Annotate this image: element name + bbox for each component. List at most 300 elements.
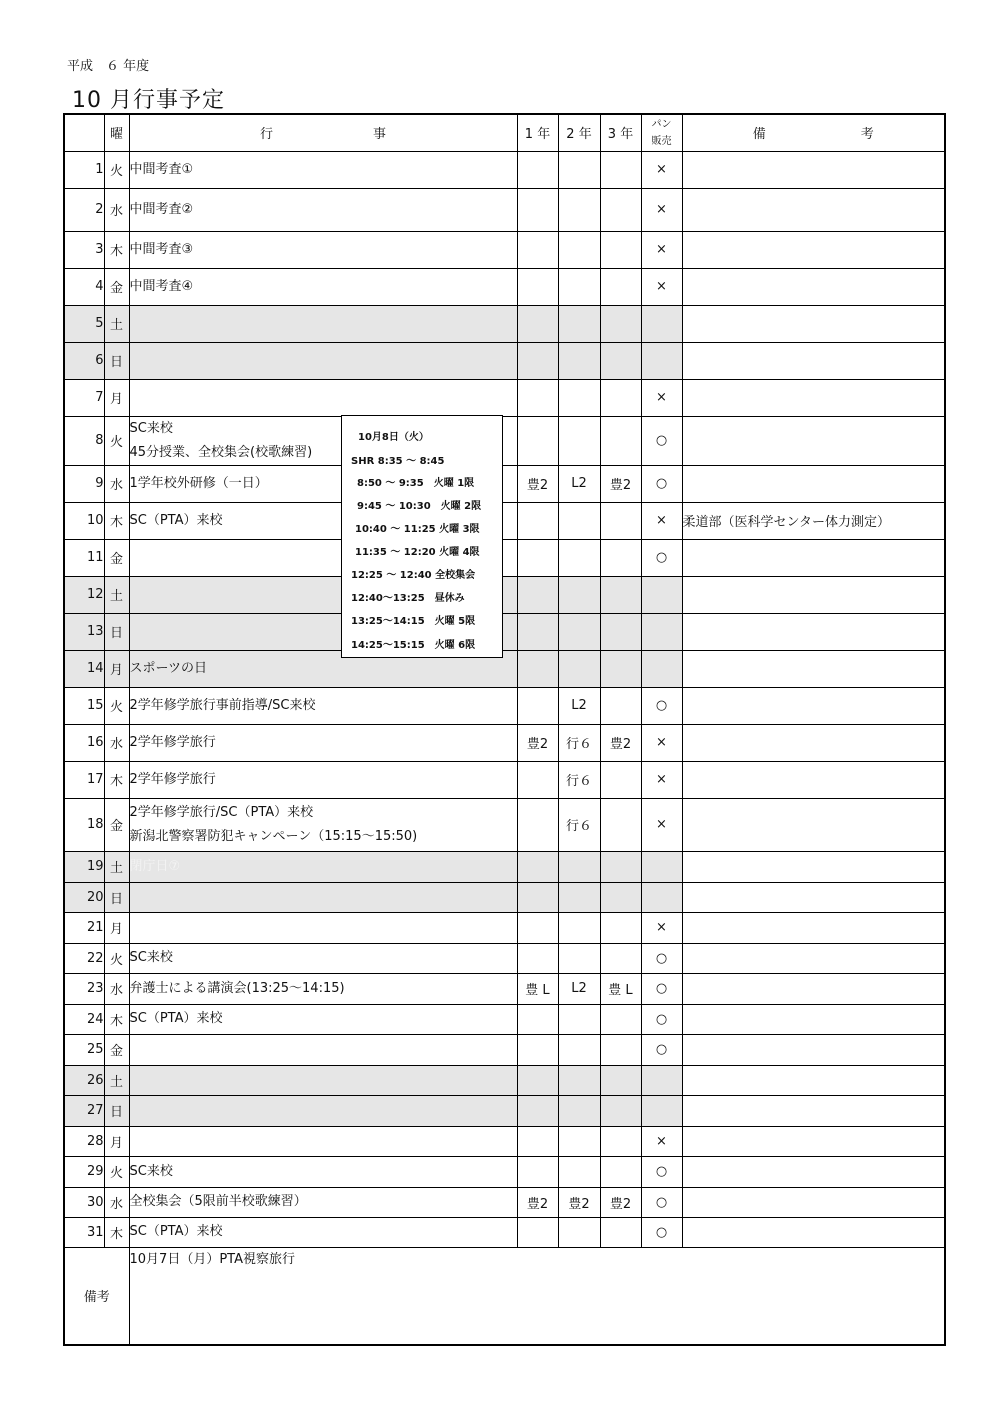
table-row: [64, 1095, 945, 1126]
note-cell: [682, 761, 945, 798]
event-line: 新潟北警察署防犯キャンペーン（15:15～15:50): [129, 828, 418, 844]
table-row: [64, 188, 945, 231]
event-cell: SC（PTA）来校: [129, 502, 517, 539]
table-row: [64, 268, 945, 305]
year2-cell: [558, 912, 600, 943]
year2-cell: 行６: [558, 724, 600, 761]
timetable-line: 13:25～14:15 火曜 5限: [351, 616, 476, 627]
table-row: [64, 379, 945, 416]
day-number: 12: [64, 576, 104, 613]
year3-cell: [600, 687, 641, 724]
event-cell: 2学年修学旅行: [129, 761, 517, 798]
year3-cell: [600, 882, 641, 912]
timetable-popup: [341, 415, 503, 658]
day-number: 2: [64, 188, 104, 231]
event-line: 45分授業、全校集会(校歌練習): [129, 444, 313, 460]
event-cell: 中間考査③: [129, 231, 517, 268]
timetable-line: 10:40 ～ 11:25 火曜 3限: [355, 524, 480, 535]
day-of-week: 木: [104, 1217, 129, 1247]
year2-cell: [558, 231, 600, 268]
day-number: 28: [64, 1126, 104, 1156]
event-cell: スポーツの日: [129, 650, 517, 687]
header-bread-sale: [641, 114, 682, 151]
year3-cell: 豊2: [600, 465, 641, 502]
year2-cell: [558, 943, 600, 973]
header-year3: 3 年: [600, 114, 641, 151]
header-note-b: 考: [860, 127, 874, 143]
note-cell: [682, 151, 945, 188]
day-number: 23: [64, 973, 104, 1004]
day-of-week: 火: [104, 151, 129, 188]
note-cell: [682, 1065, 945, 1095]
year1-cell: [517, 1217, 558, 1247]
event-cell: 全校集会（5限前半校歌練習）: [129, 1187, 517, 1217]
bread-sale-cell: [641, 342, 682, 379]
year3-cell: [600, 912, 641, 943]
bread-sale-cell: [641, 1065, 682, 1095]
event-cell: [129, 912, 517, 943]
day-number: 31: [64, 1217, 104, 1247]
year2-cell: [558, 188, 600, 231]
day-of-week: 水: [104, 465, 129, 502]
year1-cell: [517, 1065, 558, 1095]
bread-sale-cell: ○: [641, 687, 682, 724]
table-row: [64, 851, 945, 882]
bread-sale-cell: ○: [641, 465, 682, 502]
day-number: 18: [64, 798, 104, 851]
year2-cell: [558, 379, 600, 416]
note-cell: [682, 416, 945, 465]
bread-sale-cell: [641, 1095, 682, 1126]
day-of-week: 火: [104, 687, 129, 724]
year3-cell: [600, 305, 641, 342]
day-of-week: 土: [104, 851, 129, 882]
year1-cell: [517, 379, 558, 416]
day-number: 7: [64, 379, 104, 416]
event-cell: [129, 379, 517, 416]
note-cell: [682, 539, 945, 576]
day-number: 26: [64, 1065, 104, 1095]
timetable-line: 12:40～13:25 昼休み: [351, 593, 465, 604]
note-cell: [682, 650, 945, 687]
header-day: [64, 114, 104, 151]
table-row: [64, 576, 945, 613]
bread-sale-cell: [641, 305, 682, 342]
year1-cell: [517, 687, 558, 724]
year1-cell: [517, 268, 558, 305]
table-row: [64, 724, 945, 761]
year2-cell: [558, 502, 600, 539]
event-cell: SC（PTA）来校: [129, 1004, 517, 1034]
table-row: [64, 465, 945, 502]
table-row: [64, 613, 945, 650]
year2-cell: 行６: [558, 798, 600, 851]
year3-cell: 豊 L: [600, 973, 641, 1004]
header-bread-1: パン: [651, 118, 672, 130]
year3-cell: 豊2: [600, 724, 641, 761]
bread-sale-cell: ×: [641, 761, 682, 798]
table-row: [64, 882, 945, 912]
event-cell: [129, 1065, 517, 1095]
note-cell: [682, 912, 945, 943]
table-row: [64, 943, 945, 973]
year1-cell: [517, 1004, 558, 1034]
year3-cell: [600, 502, 641, 539]
year3-cell: [600, 1095, 641, 1126]
year2-cell: [558, 613, 600, 650]
timetable-title: 10月8日（火）: [358, 432, 429, 443]
bread-sale-cell: ×: [641, 798, 682, 851]
note-cell: [682, 188, 945, 231]
year2-cell: [558, 1004, 600, 1034]
year2-cell: [558, 882, 600, 912]
table-row: [64, 305, 945, 342]
day-number: 6: [64, 342, 104, 379]
event-cell: 1学年校外研修（一日）: [129, 465, 517, 502]
bread-sale-cell: ○: [641, 1004, 682, 1034]
note-cell: [682, 724, 945, 761]
year1-cell: [517, 613, 558, 650]
note-cell: [682, 1156, 945, 1187]
day-of-week: 火: [104, 1156, 129, 1187]
note-cell: [682, 379, 945, 416]
day-of-week: 火: [104, 943, 129, 973]
event-line: SC来校: [129, 420, 173, 436]
event-line: 2学年修学旅行/SC（PTA）来校: [129, 804, 314, 820]
year3-cell: [600, 1156, 641, 1187]
event-cell: SC来校: [129, 943, 517, 973]
day-number: 10: [64, 502, 104, 539]
event-cell: 弁護士による講演会(13:25～14:15): [129, 973, 517, 1004]
note-cell: [682, 973, 945, 1004]
bread-sale-cell: [641, 613, 682, 650]
year1-cell: [517, 943, 558, 973]
year3-cell: [600, 379, 641, 416]
year2-cell: [558, 1126, 600, 1156]
bread-sale-cell: ○: [641, 416, 682, 465]
event-cell: 閉庁日⑦: [129, 851, 517, 882]
event-cell: [129, 342, 517, 379]
day-number: 30: [64, 1187, 104, 1217]
schedule-table: [63, 113, 946, 1346]
day-number: 8: [64, 416, 104, 465]
day-of-week: 水: [104, 1187, 129, 1217]
timetable-line: SHR 8:35 ～ 8:45: [351, 456, 445, 467]
day-of-week: 土: [104, 305, 129, 342]
table-row: [64, 1034, 945, 1065]
table-row: [64, 151, 945, 188]
year1-cell: [517, 1095, 558, 1126]
year2-cell: L2: [558, 465, 600, 502]
note-cell: [682, 1095, 945, 1126]
year3-cell: [600, 576, 641, 613]
year2-cell: [558, 1217, 600, 1247]
table-row: [64, 416, 945, 465]
note-cell: [682, 613, 945, 650]
day-of-week: 金: [104, 1034, 129, 1065]
year1-cell: [517, 761, 558, 798]
bread-sale-cell: ○: [641, 943, 682, 973]
year3-cell: [600, 268, 641, 305]
year1-cell: [517, 1034, 558, 1065]
day-of-week: 日: [104, 613, 129, 650]
day-number: 4: [64, 268, 104, 305]
remarks-label: 備考: [64, 1247, 129, 1345]
note-cell: [682, 305, 945, 342]
event-cell: 2学年修学旅行: [129, 724, 517, 761]
year3-cell: [600, 613, 641, 650]
bread-sale-cell: ○: [641, 1156, 682, 1187]
year3-cell: [600, 650, 641, 687]
day-of-week: 金: [104, 539, 129, 576]
day-of-week: 土: [104, 1065, 129, 1095]
year2-cell: [558, 416, 600, 465]
table-row: [64, 342, 945, 379]
day-of-week: 水: [104, 188, 129, 231]
year2-cell: [558, 305, 600, 342]
header-event: [129, 114, 517, 151]
event-cell: [129, 305, 517, 342]
event-cell: [129, 882, 517, 912]
remarks-text: 10月7日（月）PTA視察旅行: [129, 1247, 945, 1345]
day-number: 19: [64, 851, 104, 882]
day-number: 20: [64, 882, 104, 912]
day-of-week: 金: [104, 798, 129, 851]
event-cell: 2学年修学旅行事前指導/SC来校: [129, 687, 517, 724]
year3-cell: [600, 1126, 641, 1156]
page-title: 10 月行事予定: [72, 88, 225, 113]
year3-cell: [600, 1065, 641, 1095]
day-number: 29: [64, 1156, 104, 1187]
table-row: [64, 1187, 945, 1217]
table-row: [64, 912, 945, 943]
timetable-line: 11:35 ～ 12:20 火曜 4限: [355, 547, 480, 558]
header-bread-2: 販売: [651, 135, 672, 147]
day-of-week: 木: [104, 1004, 129, 1034]
note-cell: [682, 576, 945, 613]
note-cell: [682, 882, 945, 912]
year3-cell: [600, 231, 641, 268]
bread-sale-cell: ×: [641, 502, 682, 539]
note-cell: [682, 268, 945, 305]
bread-sale-cell: ○: [641, 973, 682, 1004]
bread-sale-cell: ×: [641, 912, 682, 943]
event-cell: SC（PTA）来校: [129, 1217, 517, 1247]
table-header-row: [64, 114, 945, 151]
day-of-week: 水: [104, 724, 129, 761]
year1-cell: [517, 798, 558, 851]
note-cell: [682, 1126, 945, 1156]
day-of-week: 日: [104, 342, 129, 379]
year1-cell: [517, 151, 558, 188]
day-of-week: 土: [104, 576, 129, 613]
day-number: 27: [64, 1095, 104, 1126]
bread-sale-cell: [641, 576, 682, 613]
header-dow: 曜: [104, 114, 129, 151]
year3-cell: [600, 416, 641, 465]
year2-cell: [558, 650, 600, 687]
year2-cell: [558, 1065, 600, 1095]
bread-sale-cell: ○: [641, 1034, 682, 1065]
event-cell: 中間考査②: [129, 188, 517, 231]
year2-cell: [558, 268, 600, 305]
note-cell: [682, 465, 945, 502]
event-cell: [129, 798, 517, 851]
header-event-a: 行: [259, 127, 273, 143]
year2-cell: [558, 342, 600, 379]
day-number: 3: [64, 231, 104, 268]
day-number: 14: [64, 650, 104, 687]
year2-cell: [558, 851, 600, 882]
bread-sale-cell: ○: [641, 539, 682, 576]
table-row: [64, 798, 945, 851]
table-row: [64, 1004, 945, 1034]
year1-cell: [517, 416, 558, 465]
day-of-week: 金: [104, 268, 129, 305]
day-number: 15: [64, 687, 104, 724]
year2-cell: [558, 1095, 600, 1126]
header-event-b: 事: [373, 127, 387, 143]
day-number: 16: [64, 724, 104, 761]
day-of-week: 日: [104, 882, 129, 912]
day-of-week: 日: [104, 1095, 129, 1126]
table-row: [64, 231, 945, 268]
table-row: [64, 1156, 945, 1187]
event-cell: 中間考査①: [129, 151, 517, 188]
year3-cell: [600, 851, 641, 882]
bread-sale-cell: ○: [641, 1217, 682, 1247]
year1-cell: [517, 502, 558, 539]
year3-cell: [600, 1217, 641, 1247]
bread-sale-cell: ×: [641, 724, 682, 761]
table-row: [64, 539, 945, 576]
year1-cell: 豊2: [517, 465, 558, 502]
day-of-week: 火: [104, 416, 129, 465]
bread-sale-cell: ×: [641, 151, 682, 188]
remarks-row: [64, 1247, 945, 1345]
year1-cell: 豊 L: [517, 973, 558, 1004]
year2-cell: L2: [558, 687, 600, 724]
note-cell: [682, 342, 945, 379]
year1-cell: [517, 539, 558, 576]
day-of-week: 月: [104, 912, 129, 943]
bread-sale-cell: [641, 650, 682, 687]
day-number: 24: [64, 1004, 104, 1034]
year1-cell: [517, 851, 558, 882]
table-row: [64, 687, 945, 724]
table-row: [64, 973, 945, 1004]
bread-sale-cell: ×: [641, 1126, 682, 1156]
day-of-week: 月: [104, 379, 129, 416]
day-of-week: 木: [104, 231, 129, 268]
bread-sale-cell: [641, 851, 682, 882]
year3-cell: [600, 1034, 641, 1065]
note-cell: [682, 1187, 945, 1217]
note-cell: [682, 687, 945, 724]
event-cell: SC来校: [129, 1156, 517, 1187]
day-of-week: 水: [104, 973, 129, 1004]
year3-cell: [600, 943, 641, 973]
year2-cell: [558, 1034, 600, 1065]
year2-cell: [558, 539, 600, 576]
note-cell: [682, 943, 945, 973]
table-row: [64, 761, 945, 798]
day-number: 11: [64, 539, 104, 576]
day-of-week: 木: [104, 761, 129, 798]
day-number: 25: [64, 1034, 104, 1065]
year3-cell: 豊2: [600, 1187, 641, 1217]
day-of-week: 月: [104, 650, 129, 687]
event-cell: [129, 1126, 517, 1156]
note-cell: [682, 1004, 945, 1034]
year1-cell: [517, 912, 558, 943]
year3-cell: [600, 1004, 641, 1034]
event-cell: 中間考査④: [129, 268, 517, 305]
bread-sale-cell: ×: [641, 268, 682, 305]
year2-cell: [558, 1156, 600, 1187]
day-number: 21: [64, 912, 104, 943]
note-cell: 柔道部（医科学センター体力測定）: [682, 502, 945, 539]
year1-cell: [517, 305, 558, 342]
table-row: [64, 1065, 945, 1095]
year1-cell: [517, 576, 558, 613]
note-cell: [682, 231, 945, 268]
bread-sale-cell: ×: [641, 231, 682, 268]
bread-sale-cell: ×: [641, 188, 682, 231]
year1-cell: [517, 650, 558, 687]
timetable-line: 12:25 ～ 12:40 全校集会: [351, 570, 476, 581]
note-cell: [682, 1217, 945, 1247]
table-row: [64, 502, 945, 539]
year1-cell: [517, 342, 558, 379]
day-number: 1: [64, 151, 104, 188]
year1-cell: [517, 1126, 558, 1156]
day-number: 9: [64, 465, 104, 502]
header-note: [682, 114, 945, 151]
timetable-line: 9:45 ～ 10:30 火曜 2限: [357, 501, 482, 512]
header-year2: 2 年: [558, 114, 600, 151]
bread-sale-cell: ×: [641, 379, 682, 416]
year1-cell: [517, 882, 558, 912]
year3-cell: [600, 761, 641, 798]
year1-cell: 豊2: [517, 724, 558, 761]
table-row: [64, 1217, 945, 1247]
year3-cell: [600, 188, 641, 231]
note-cell: [682, 851, 945, 882]
year2-cell: L2: [558, 973, 600, 1004]
header-note-a: 備: [752, 127, 766, 143]
day-number: 13: [64, 613, 104, 650]
day-number: 17: [64, 761, 104, 798]
year2-cell: [558, 151, 600, 188]
table-row: [64, 650, 945, 687]
year1-cell: 豊2: [517, 1187, 558, 1217]
note-cell: [682, 798, 945, 851]
year2-cell: 豊2: [558, 1187, 600, 1217]
year1-cell: [517, 231, 558, 268]
event-cell: [129, 1095, 517, 1126]
year3-cell: [600, 151, 641, 188]
fiscal-year-label: 平成 ６ 年度: [67, 59, 150, 74]
year2-cell: 行６: [558, 761, 600, 798]
year2-cell: [558, 576, 600, 613]
day-number: 22: [64, 943, 104, 973]
timetable-line: 8:50 ～ 9:35 火曜 1限: [357, 478, 475, 489]
timetable-line: 14:25～15:15 火曜 6限: [351, 640, 476, 651]
day-of-week: 木: [104, 502, 129, 539]
table-row: [64, 1126, 945, 1156]
day-of-week: 月: [104, 1126, 129, 1156]
